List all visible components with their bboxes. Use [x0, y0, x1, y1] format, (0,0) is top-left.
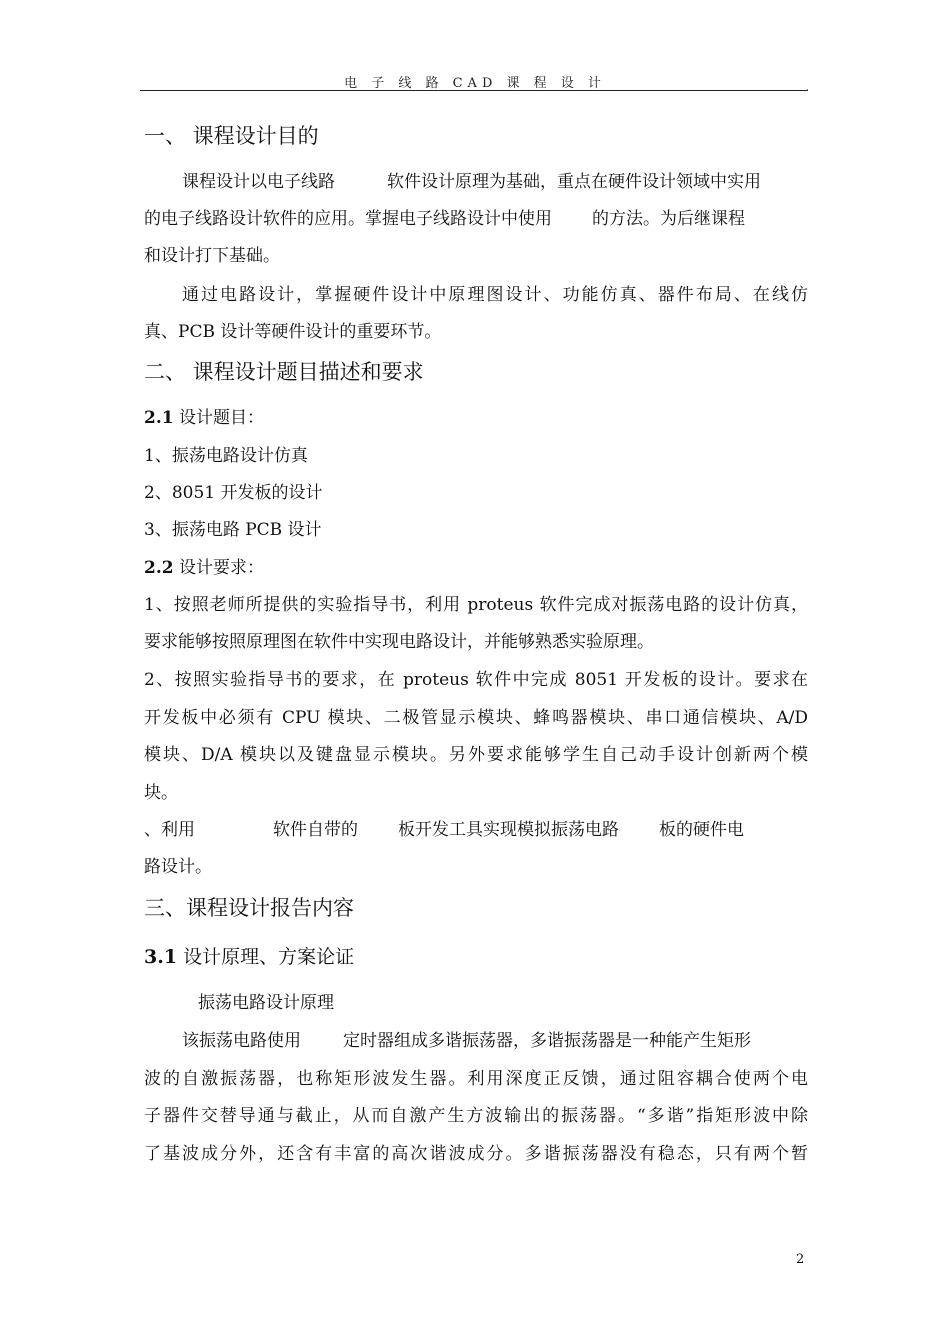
topic-item-1: 1、振荡电路设计仿真 — [144, 446, 308, 466]
section3-heading: 三、课程设计报告内容 — [144, 896, 354, 920]
section3-subheading — [144, 945, 808, 969]
section2-subheading-topic — [144, 407, 808, 429]
text-fragment: 软件设计原理为基础，重点在硬件设计领域中实用 — [387, 172, 761, 192]
subheading-label: 设计要求： — [173, 558, 264, 578]
section1-heading: 一、 课程设计目的 — [144, 124, 319, 148]
req2-line2: 开发板中必须有 CPU 模块、二极管显示模块、蜂鸣器模块、串口通信模块、A/D — [144, 708, 808, 728]
section1-p2-line2: 真、PCB 设计等硬件设计的重要环节。 — [144, 322, 442, 342]
running-header: 电 子 线 路 CAD 课 程 设 计 — [344, 76, 606, 91]
page-number: 2 — [796, 1252, 805, 1267]
req1-line2: 要求能够按照原理图在软件中实现电路设计，并能够熟悉实验原理。 — [144, 632, 654, 652]
topic-item-3: 3、振荡电路 PCB 设计 — [144, 520, 322, 540]
req2-line4: 块。 — [144, 783, 178, 803]
section1-p2-line1: 通过电路设计，掌握硬件设计中原理图设计、功能仿真、器件布局、在线仿 — [182, 285, 808, 305]
section3-p1-line2: 波的自激振荡器，也称矩形波发生器。利用深度正反馈，通过阻容耦合使两个电 — [144, 1069, 808, 1089]
text-fragment: 板开发工具实现模拟振荡电路 — [398, 820, 619, 840]
subheading-number: 2.1 — [144, 408, 174, 428]
section1-p1-line2 — [144, 208, 808, 230]
header-rule — [140, 90, 808, 91]
text-fragment: 软件自带的 — [273, 820, 358, 840]
section3-subtitle: 振荡电路设计原理 — [198, 993, 334, 1013]
text-fragment: 板的硬件电 — [659, 820, 744, 840]
req2-line3: 模块、D/A 模块以及键盘显示模块。另外要求能够学生自己动手设计创新两个模 — [144, 745, 808, 765]
text-fragment: 课程设计以电子线路 — [182, 172, 335, 192]
section2-subheading-requirements — [144, 557, 808, 579]
subheading-number: 2.2 — [144, 558, 174, 578]
req3-line1 — [144, 819, 808, 841]
req1-line1: 1、按照老师所提供的实验指导书，利用 proteus 软件完成对振荡电路的设计仿真， — [144, 595, 808, 615]
text-fragment: 的方法。为后继课程 — [592, 209, 745, 229]
text-fragment: 的电子线路设计软件的应用。掌握电子线路设计中使用 — [144, 209, 552, 229]
section1-p1-line1 — [144, 171, 808, 193]
text-fragment: 、利用 — [144, 820, 195, 840]
text-fragment: 该振荡电路使用 — [182, 1031, 301, 1051]
req3-line2: 路设计。 — [144, 857, 212, 877]
subheading-number: 3.1 — [144, 946, 178, 968]
section2-heading: 二、 课程设计题目描述和要求 — [144, 360, 424, 384]
subheading-label: 设计原理、方案论证 — [177, 946, 355, 968]
section3-p1-line3: 子器件交替导通与截止，从而自激产生方波输出的振荡器。“多谐”指矩形波中除 — [144, 1106, 808, 1126]
topic-item-2: 2、8051 开发板的设计 — [144, 483, 323, 503]
subheading-label: 设计题目： — [173, 408, 264, 428]
text-fragment: 定时器组成多谐振荡器，多谐振荡器是一种能产生矩形 — [343, 1031, 751, 1051]
section3-p1-line1 — [144, 1030, 808, 1052]
section3-p1-line4: 了基波成分外，还含有丰富的高次谐波成分。多谐振荡器没有稳态，只有两个暂 — [144, 1144, 808, 1164]
section1-p1-line3: 和设计打下基础。 — [144, 246, 280, 266]
req2-line1: 2、按照实验指导书的要求，在 proteus 软件中完成 8051 开发板的设计。要求在 — [144, 670, 808, 690]
header-mark: , — [806, 83, 809, 92]
